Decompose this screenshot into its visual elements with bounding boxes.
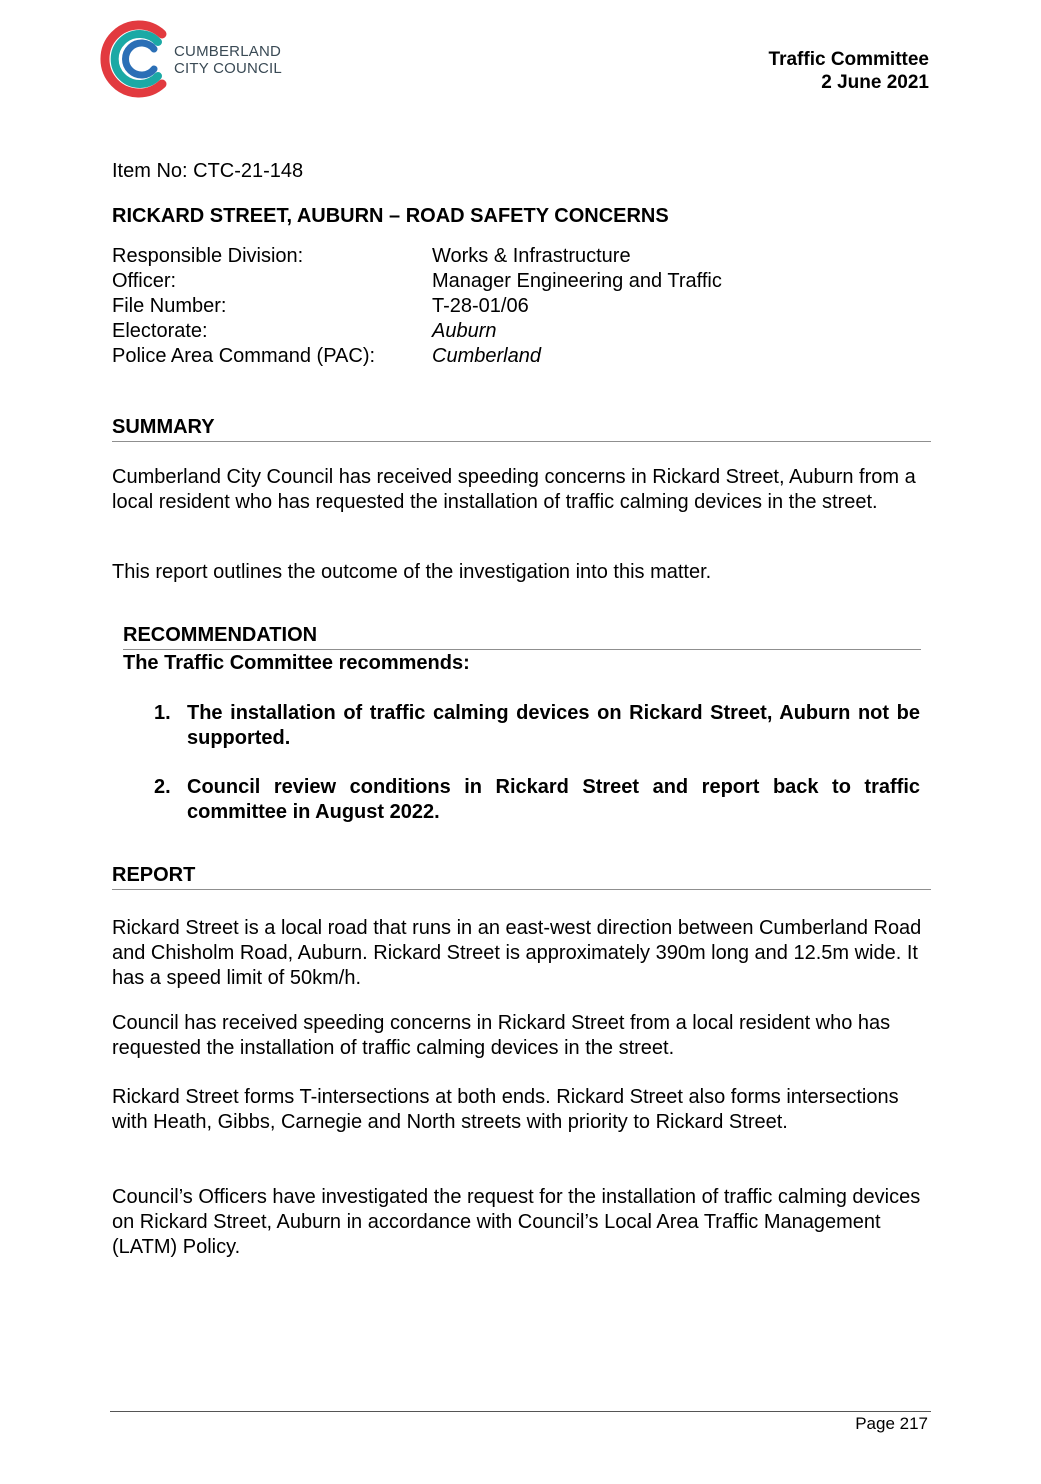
item-number: Item No: CTC-21-148 (112, 160, 304, 182)
recommendation-heading: RECOMMENDATION (123, 624, 318, 646)
meta-row (112, 294, 722, 319)
meta-row (112, 319, 722, 344)
summary-paragraph: This report outlines the outcome of the investigation into this matter. (112, 561, 712, 583)
page-number: Page 217 (855, 1414, 928, 1433)
recommendation-item (154, 775, 920, 825)
meta-row (112, 244, 722, 269)
committee-name: Traffic Committee (768, 49, 929, 70)
recommendation-intro: The Traffic Committee recommends: (123, 652, 470, 674)
recommendation-divider (123, 649, 921, 650)
logo-text-line1: CUMBERLAND (174, 43, 282, 60)
meta-row (112, 344, 722, 369)
header-meeting-info (769, 48, 929, 94)
report-paragraph: Rickard Street is a local road that runs in an east-west direction between Cumberland Road and Chisholm Road, Auburn. Rickard Street is approximately 390m long and 12.5m wide. It has a speed limit of 50km/h. (112, 917, 922, 989)
meta-label: Officer: (112, 270, 177, 292)
recommendation-number: 2. (154, 776, 171, 798)
meta-value: Cumberland (432, 345, 541, 367)
report-divider (112, 889, 931, 890)
recommendation-number: 1. (154, 702, 171, 724)
report-paragraph: Council’s Officers have investigated the request for the installation of traffic calming devices on Rickard Street, Auburn in accordance with Council’s Local Area Traffic Management (LATM) Policy. (112, 1186, 921, 1258)
meeting-date: 2 June 2021 (821, 72, 929, 93)
meta-label: File Number: (112, 295, 227, 317)
report-title: RICKARD STREET, AUBURN – ROAD SAFETY CONCERNS (112, 205, 669, 227)
summary-paragraph: Cumberland City Council has received speeding concerns in Rickard Street, Auburn from a local resident who has requested the installation of traffic calming devices in the street. (112, 466, 916, 513)
meta-value: Auburn (432, 320, 497, 342)
meta-value: Manager Engineering and Traffic (432, 270, 722, 292)
report-heading: REPORT (112, 864, 196, 886)
report-paragraph: Council has received speeding concerns in Rickard Street from a local resident who has requested the installation of traffic calming devices in the street. (112, 1012, 891, 1059)
report-metadata (112, 244, 722, 369)
recommendation-text: The installation of traffic calming devices on Rickard Street, Auburn not be supported. (187, 702, 920, 749)
report-paragraph: Rickard Street forms T-intersections at both ends. Rickard Street also forms intersections with Heath, Gibbs, Carnegie and North streets with priority to Rickard Street. (112, 1086, 899, 1133)
summary-heading: SUMMARY (112, 416, 215, 438)
meta-label: Electorate: (112, 320, 208, 342)
council-logo (100, 18, 300, 100)
meta-row (112, 269, 722, 294)
footer-divider (110, 1411, 931, 1412)
recommendation-text: Council review conditions in Rickard Street and report back to traffic committee in August 2022. (187, 776, 920, 823)
meta-label: Police Area Command (PAC): (112, 345, 376, 367)
council-logo-icon (100, 18, 172, 100)
logo-text-line2: CITY COUNCIL (174, 60, 282, 77)
meta-label: Responsible Division: (112, 245, 304, 267)
meta-value: Works & Infrastructure (432, 245, 631, 267)
summary-divider (112, 441, 931, 442)
meta-value: T-28-01/06 (432, 295, 529, 317)
recommendation-item (154, 701, 920, 751)
